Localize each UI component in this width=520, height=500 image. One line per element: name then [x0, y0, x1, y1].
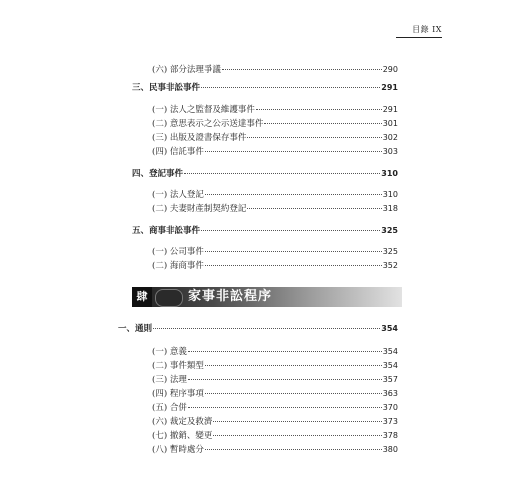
- toc-entry[interactable]: [152, 246, 398, 258]
- toc-leader-dots: [247, 208, 381, 209]
- toc-section-page: 354: [381, 324, 398, 333]
- toc-leader-dots: [153, 328, 380, 329]
- toc-entry[interactable]: [152, 260, 398, 272]
- toc-section-page: 310: [381, 169, 398, 178]
- toc-entry-label: (六) 部分法理爭議: [152, 65, 221, 75]
- toc-entry-page: 303: [382, 147, 398, 156]
- toc-entry-page: 318: [382, 204, 398, 213]
- toc-section-label: 四、登記事件: [132, 169, 184, 179]
- toc-leader-dots: [201, 230, 380, 231]
- toc-entry-page: 363: [382, 389, 398, 398]
- toc-leader-dots: [205, 194, 382, 195]
- toc-entry[interactable]: [152, 416, 398, 428]
- chapter-number-mark: 肆: [132, 287, 152, 307]
- toc-leader-dots: [205, 393, 382, 394]
- toc-leader-dots: [213, 435, 381, 436]
- toc-leader-dots: [256, 109, 382, 110]
- toc-entry[interactable]: [152, 146, 398, 158]
- toc-entry-label: (五) 合併: [152, 403, 187, 413]
- toc-entry-page: 370: [382, 403, 398, 412]
- toc-entry-label: (六) 裁定及救濟: [152, 417, 213, 427]
- toc-entry-page: 373: [382, 417, 398, 426]
- toc-section[interactable]: [118, 323, 398, 335]
- toc-entry[interactable]: [152, 402, 398, 414]
- toc-section-page: 325: [381, 226, 398, 235]
- toc-entry-page: 354: [382, 347, 398, 356]
- header-rule: [396, 37, 442, 38]
- toc-entry-page: 380: [382, 445, 398, 454]
- toc-entry[interactable]: [152, 104, 398, 116]
- toc-leader-dots: [264, 123, 381, 124]
- toc-leader-dots: [188, 407, 382, 408]
- toc-section[interactable]: [132, 82, 398, 94]
- toc-entry[interactable]: [152, 374, 398, 386]
- toc-entry[interactable]: [152, 118, 398, 130]
- toc-entry-label: (一) 意義: [152, 347, 187, 357]
- toc-entry-page: 352: [382, 261, 398, 270]
- toc-entry-label: (三) 出版及證書保存事件: [152, 133, 247, 143]
- toc-entry[interactable]: [152, 444, 398, 456]
- toc-entry[interactable]: [152, 346, 398, 358]
- running-header: 目錄 IX: [412, 25, 442, 34]
- toc-entry-page: 290: [382, 65, 398, 74]
- toc-entry[interactable]: [152, 189, 398, 201]
- toc-entry-label: (二) 海商事件: [152, 261, 204, 271]
- toc-entry[interactable]: [152, 360, 398, 372]
- toc-section-page: 291: [381, 83, 398, 92]
- toc-entry-page: 301: [382, 119, 398, 128]
- toc-entry-page: 357: [382, 375, 398, 384]
- toc-leader-dots: [205, 151, 382, 152]
- toc-entry-label: (二) 事件類型: [152, 361, 204, 371]
- toc-leader-dots: [205, 251, 382, 252]
- toc-entry-page: 378: [382, 431, 398, 440]
- toc-entry-label: (一) 法人登記: [152, 190, 204, 200]
- toc-entry-label: (八) 暫時處分: [152, 445, 204, 455]
- toc-section[interactable]: [132, 168, 398, 180]
- toc-leader-dots: [213, 421, 381, 422]
- toc-leader-dots: [205, 449, 382, 450]
- toc-leader-dots: [205, 265, 382, 266]
- toc-leader-dots: [188, 379, 382, 380]
- toc-entry[interactable]: [152, 64, 398, 76]
- toc-leader-dots: [201, 87, 380, 88]
- toc-entry[interactable]: [152, 203, 398, 215]
- toc-entry-page: 354: [382, 361, 398, 370]
- toc-entry-page: 291: [382, 105, 398, 114]
- toc-leader-dots: [247, 137, 381, 138]
- toc-entry[interactable]: [152, 388, 398, 400]
- toc-entry-page: 325: [382, 247, 398, 256]
- toc-entry-label: (四) 信託事件: [152, 147, 204, 157]
- toc-leader-dots: [188, 351, 382, 352]
- toc-entry-label: (七) 撤銷、變更: [152, 431, 213, 441]
- toc-section-label: 三、民事非訟事件: [132, 83, 201, 93]
- toc-entry-label: (二) 夫妻財產制契約登記: [152, 204, 247, 214]
- toc-leader-dots: [222, 69, 382, 70]
- toc-entry-label: (一) 公司事件: [152, 247, 204, 257]
- toc-section[interactable]: [132, 225, 398, 237]
- toc-entry-label: (二) 意思表示之公示送達事件: [152, 119, 264, 129]
- toc-entry-label: (四) 程序事項: [152, 389, 204, 399]
- toc-entry-label: (三) 法理: [152, 375, 187, 385]
- toc-entry[interactable]: [152, 132, 398, 144]
- toc-entry-label: (一) 法人之監督及維護事件: [152, 105, 255, 115]
- chapter-oval-ornament: [155, 289, 183, 307]
- toc-entry-page: 310: [382, 190, 398, 199]
- toc-section-label: 一、通則: [118, 324, 153, 334]
- toc-section-label: 五、商事非訟事件: [132, 226, 201, 236]
- toc-entry[interactable]: [152, 430, 398, 442]
- toc-entry-page: 302: [382, 133, 398, 142]
- chapter-title: 家事非訟程序: [188, 289, 273, 304]
- toc-leader-dots: [184, 173, 380, 174]
- toc-leader-dots: [205, 365, 382, 366]
